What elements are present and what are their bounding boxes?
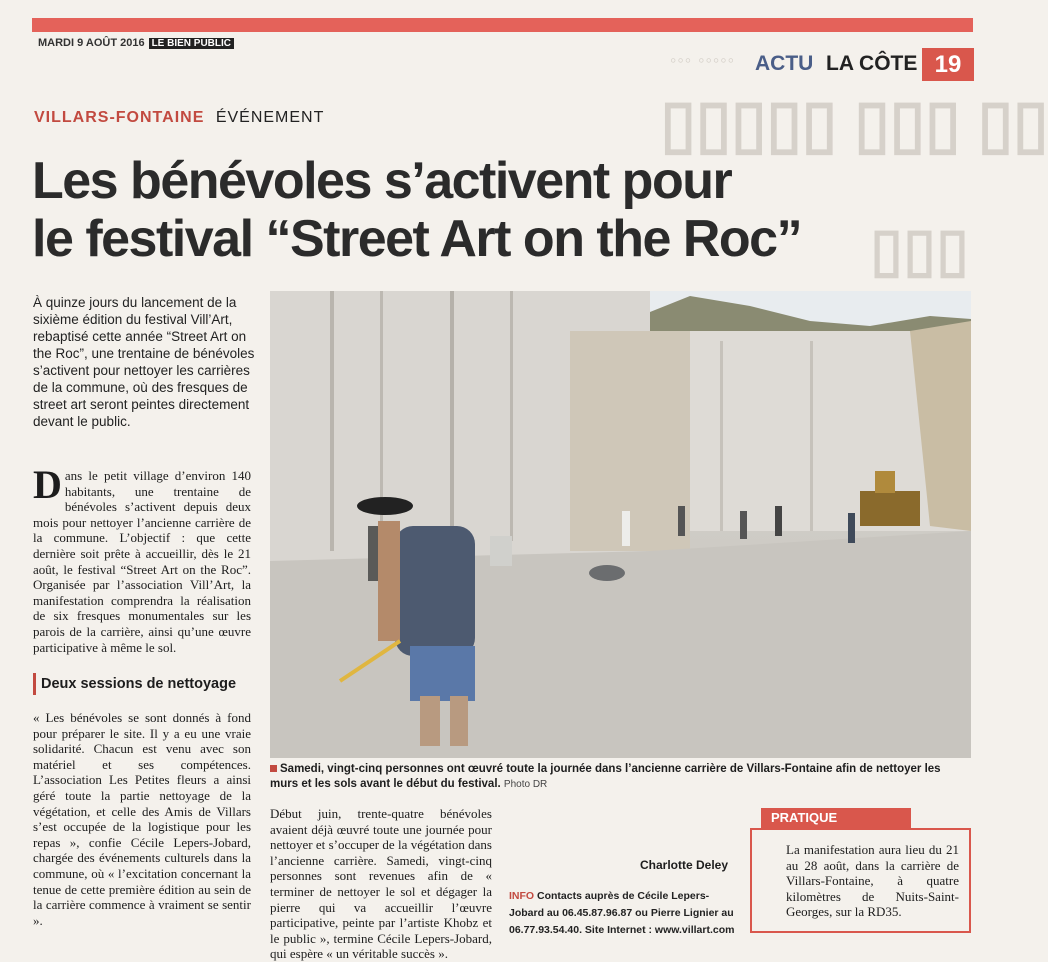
info-text: Contacts auprès de Cécile Lepers-Jobard au 06.45.87.96.87 ou Pierre Lignier au 06.77.93.54.40. Site Internet : www.villart.com: [509, 890, 735, 936]
pratique-box: [750, 828, 971, 933]
info-tag: INFO: [509, 890, 535, 902]
page-number: 19: [922, 48, 974, 81]
article-subhead: Deux sessions de nettoyage: [33, 673, 251, 695]
subsection-label: LA CÔTE: [826, 52, 918, 75]
issue-date: MARDI 9 AOÛT 2016: [38, 37, 145, 49]
category-label: ÉVÉNEMENT: [215, 109, 325, 126]
article-kicker: [34, 109, 324, 127]
top-color-band: [32, 18, 973, 32]
bleed-through-text: ◦◦◦ ◦◦◦◦◦: [670, 50, 736, 70]
article-headline: [32, 152, 932, 268]
publication-name: LE BIEN PUBLIC: [149, 38, 234, 49]
photo-credit: Photo DR: [503, 779, 548, 790]
body-paragraph: « Les bénévoles se sont donnés à fond pour préparer le site. Il y a eu une vraie solidarité. Chacun est venu avec son matériel et ses compétences. L’association Les Petites fleurs a ainsi géré toute la partie nettoyage de la végétation, et celle des Amis de Villars s’est occupée de la logistique pour les repas », confie Cécile Lepers-Jobard, chargée des événements culturels dans la commune, où « l’excitation concernant la tenue de cette première édition au sein de la carrière commence à vraiment se sentir ».: [33, 710, 251, 928]
bleed-through-text: ▯▯▯: [870, 216, 970, 283]
headline-line: Les bénévoles s’activent pour: [32, 152, 732, 210]
article-lede: À quinze jours du lancement de la sixième édition du festival Vill’Art, rebaptisé cette année “Street Art on the Roc”, une trentaine de bénévoles s’activent pour nettoyer les carrières de la commune, où des fresques de street art seront peintes directement devant le public.: [33, 295, 255, 429]
author-signature: Charlotte Deley: [640, 858, 729, 872]
bleed-through-text: ▯▯▯▯▯ ▯▯▯ ▯▯: [660, 86, 1048, 160]
photo-caption: [270, 762, 971, 792]
dateline: [38, 37, 234, 49]
pratique-label: PRATIQUE: [761, 808, 911, 828]
caption-text: Samedi, vingt-cinq personnes ont œuvré toute la journée dans l’ancienne carrière de Villars-Fontaine afin de nettoyer les murs et les sols avant le début du festival.: [270, 763, 941, 790]
body-paragraph: Début juin, trente-quatre bénévoles avaient déjà œuvré toute une journée pour nettoyer et s’occuper de la végétation dans l’ancienne carrière. Samedi, vingt-cinq personnes sont revenues afin de « terminer de nettoyer le sol et dégager la pierre qui va accueillir l’œuvre participative, peinte par l’artiste Khobz et le public », termine Cécile Lepers-Jobard, qui espère « un véritable succès ».: [270, 806, 492, 962]
pratique-text: La manifestation aura lieu du 21 au 28 août, dans la carrière de Villars-Fontaine, à quatre kilomètres de Nuits-Saint-Georges, sur la RD35.: [786, 842, 959, 920]
info-box: [509, 888, 739, 939]
quarry-photo: [270, 291, 971, 758]
location-label: VILLARS-FONTAINE: [34, 109, 205, 126]
caption-marker: [270, 765, 277, 772]
body-paragraph: Dans le petit village d’environ 140 habitants, une trentaine de bénévoles s’activent depuis deux mois pour nettoyer l’ancienne carrière de la commune. L’objectif : que cette dernière soit prête à accueillir, dès le 21 août, le festival “Street Art on the Roc”. Organisée par l’association Vill’Art, la manifestation comprendra la réalisation de six fresques monumentales sur les parois de la carrière, ainsi qu’une œuvre participative à même le sol.: [33, 462, 251, 655]
headline-line: le festival “Street Art on the Roc”: [32, 210, 802, 268]
section-label: ACTU: [755, 52, 814, 75]
